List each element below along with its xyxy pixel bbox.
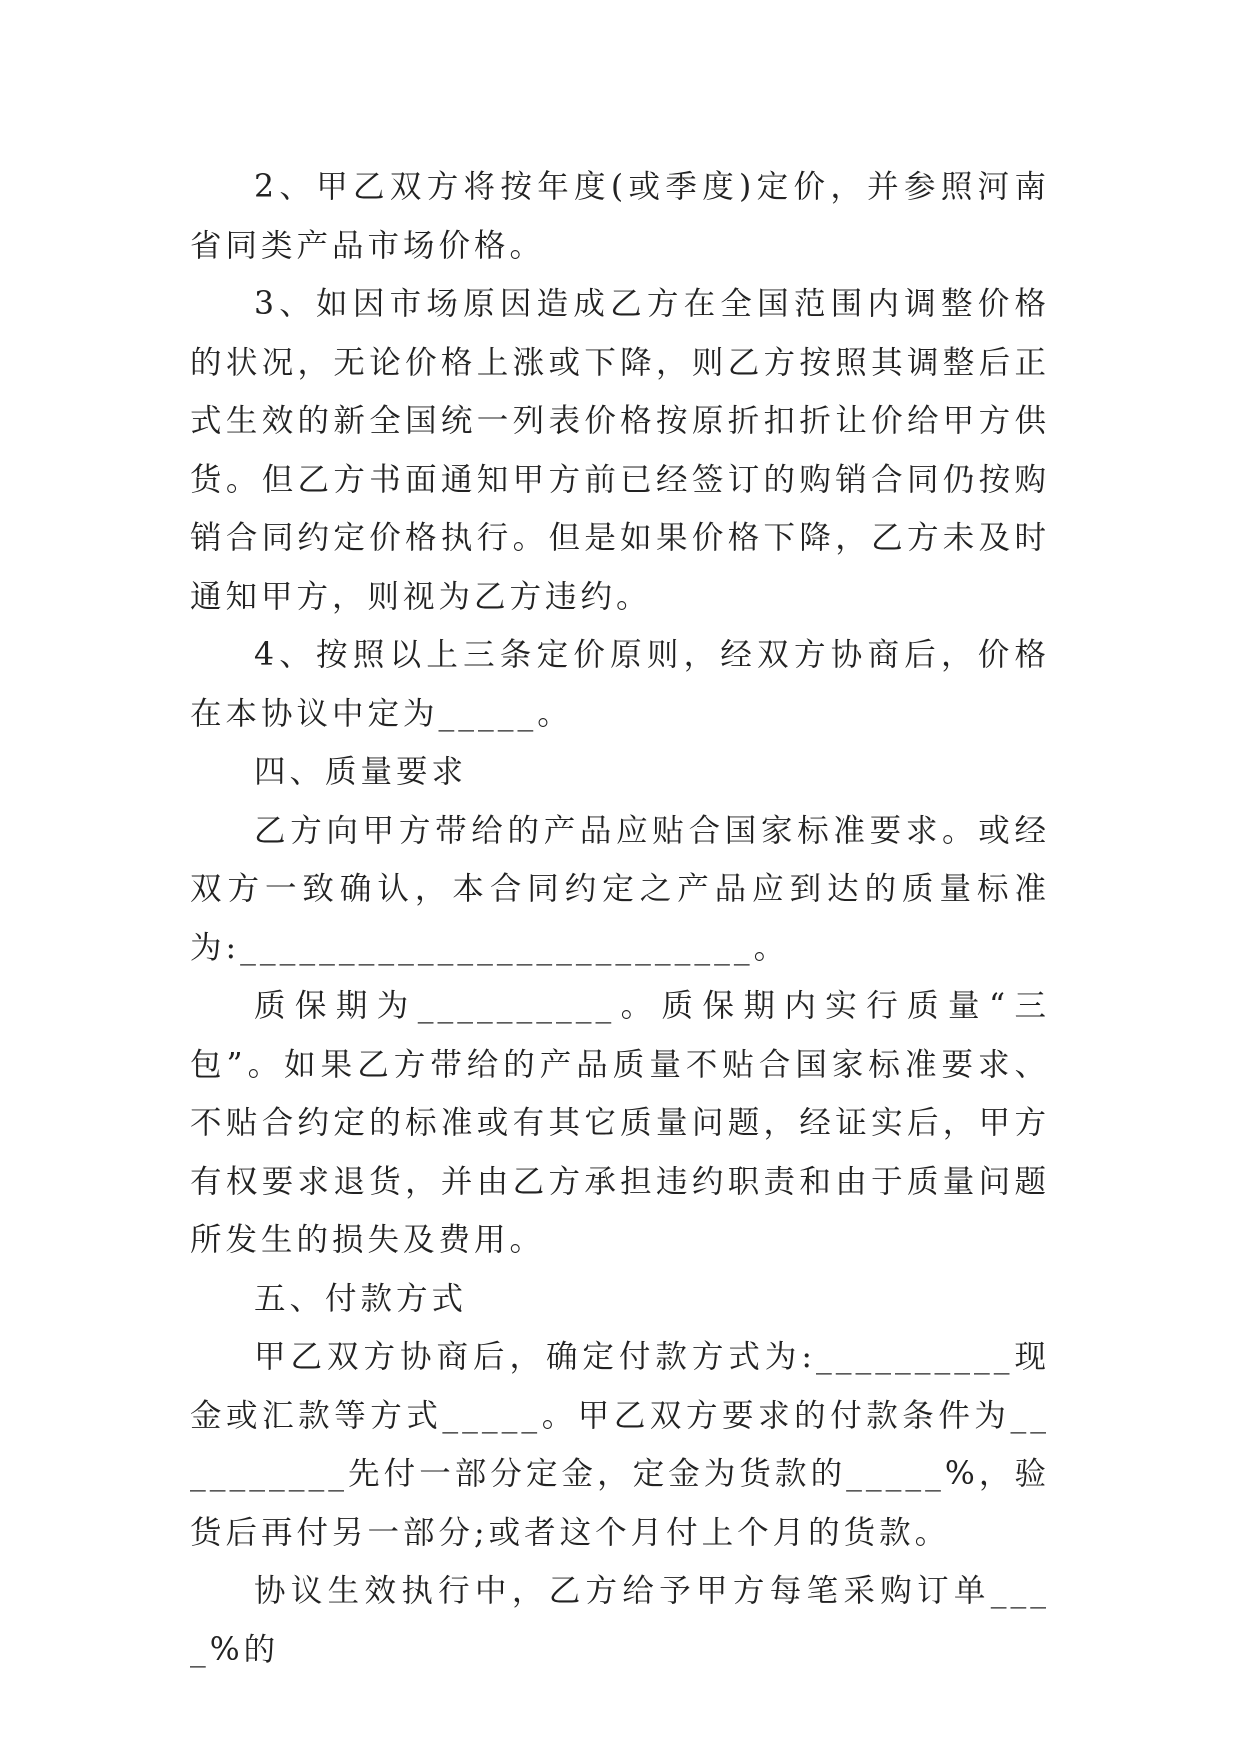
- section-heading-payment: 五、付款方式: [254, 1280, 468, 1317]
- paragraph-price-adjustment: 3、如因市场原因造成乙方在全国范围内调整价格的状况，无论价格上涨或下降，则乙方按照其调整后正式生效的新全国统一列表价格按原折扣折让价给甲方供货。但乙方书面通知甲方前已经签订的购销合同仍按购销合同约定价格执行。但是如果价格下降，乙方未及时通知甲方，则视为乙方违约。: [190, 286, 1050, 615]
- paragraph-order-discount: 协议生效执行中，乙方给予甲方每笔采购订单____%的: [190, 1573, 1050, 1668]
- section-heading-quality: 四、质量要求: [254, 754, 468, 790]
- paragraph-payment-method: 甲乙双方协商后，确定付款方式为:__________现金或汇款等方式_____。甲乙双方要求的付款条件为__________先付一部分定金，定金为货款的_____%，验货后再付另一部分;或者这个月付上个月的货款。: [190, 1339, 1050, 1551]
- paragraph-quality-standard: 乙方向甲方带给的产品应贴合国家标准要求。或经双方一致确认，本合同约定之产品应到达的质量标准为:__________________________。: [190, 812, 1050, 966]
- document-body: [190, 158, 1050, 1679]
- paragraph-agreed-price: 4、按照以上三条定价原则，经双方协商后，价格在本协议中定为_____。: [190, 637, 1050, 732]
- paragraph-warranty: 质保期为__________。质保期内实行质量“三包”。如果乙方带给的产品质量不贴合国家标准要求、不贴合约定的标准或有其它质量问题，经证实后，甲方有权要求退货，并由乙方承担违约职责和由于质量问题所发生的损失及费用。: [190, 988, 1050, 1258]
- paragraph-pricing-basis: 2、甲乙双方将按年度(或季度)定价，并参照河南省同类产品市场价格。: [190, 169, 1050, 264]
